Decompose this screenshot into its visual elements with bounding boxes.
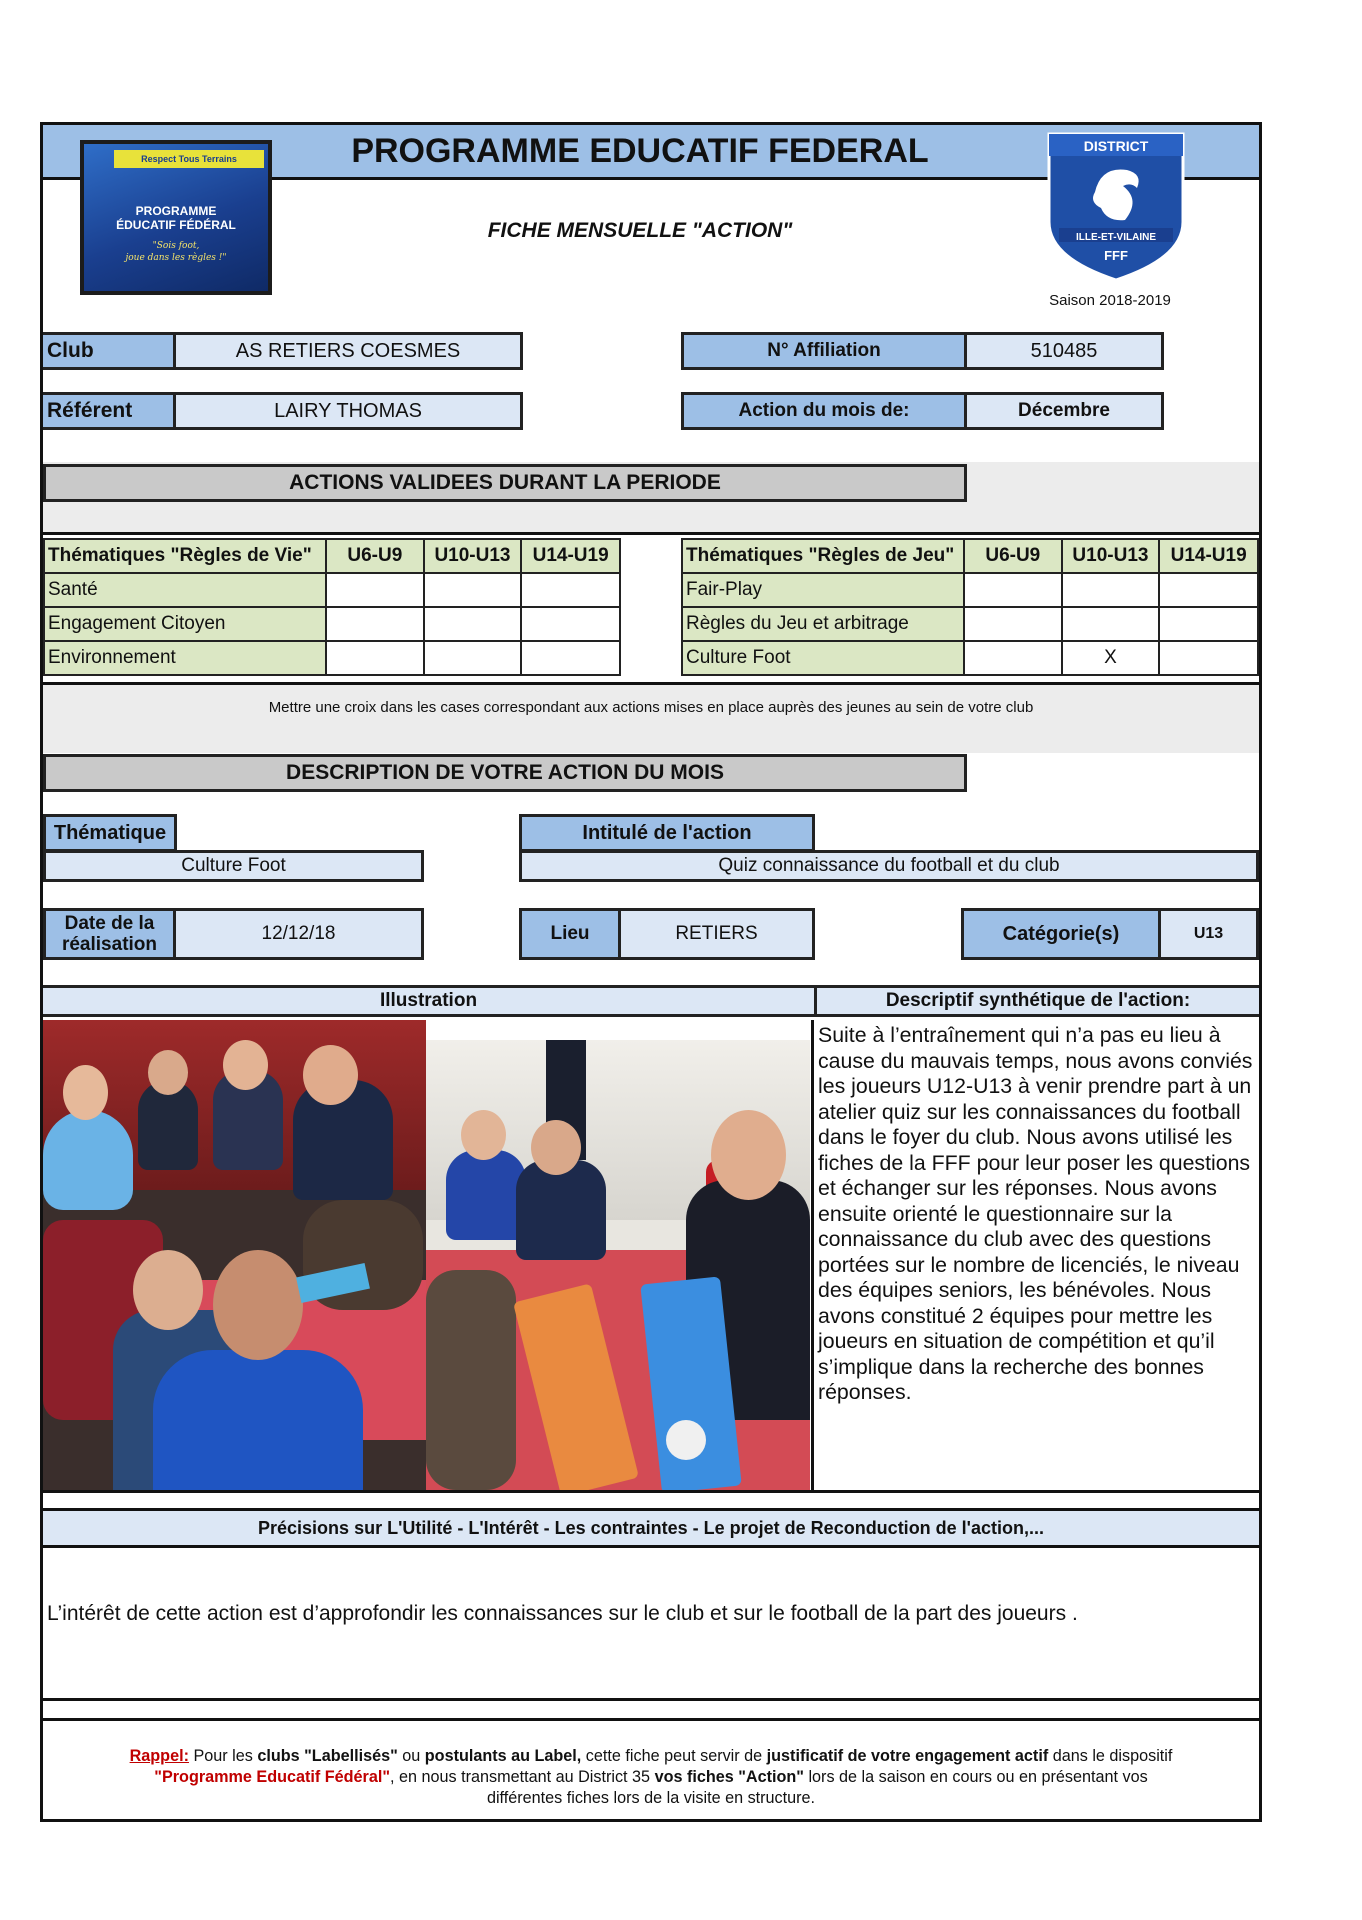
- rappel-text: différentes fiches lors de la visite en structure.: [486, 1789, 816, 1807]
- club-value: AS RETIERS COESMES: [173, 332, 523, 370]
- jeu-checkbox[interactable]: X: [1062, 641, 1160, 675]
- table-regles-jeu: [681, 538, 1259, 676]
- date-label-line-2: réalisation: [61, 934, 158, 955]
- date-label: [43, 908, 176, 960]
- intitule-label: Intitulé de l'action: [519, 814, 815, 852]
- vie-checkbox[interactable]: [521, 607, 620, 641]
- categorie-label: Catégorie(s): [961, 908, 1161, 960]
- jeu-row-label: Règles du Jeu et arbitrage: [682, 607, 964, 641]
- district-logo-name: ILLE-ET-VILAINE: [1076, 232, 1156, 243]
- description-section-title: DESCRIPTION DE VOTRE ACTION DU MOIS: [43, 754, 967, 792]
- affiliation-label: N° Affiliation: [681, 332, 967, 370]
- district-logo-fff: FFF: [1104, 248, 1128, 263]
- rappel-text: vos fiches "Action": [654, 1768, 804, 1786]
- instruction-text: Mettre une croix dans les cases correspondant aux actions mises en place auprès des jeunes au sein de votre club: [268, 698, 1034, 716]
- rappel-text: ou: [397, 1747, 425, 1765]
- rappel-text: dans le dispositif: [1048, 1747, 1173, 1765]
- jeu-checkbox[interactable]: [964, 573, 1062, 607]
- vie-row-label: Santé: [44, 573, 326, 607]
- rappel-program-name: "Programme Educatif Fédéral": [154, 1768, 391, 1786]
- form-frame: [40, 122, 1262, 1822]
- rappel-text: postulants au Label,: [424, 1747, 582, 1765]
- district-logo: [1045, 130, 1187, 282]
- vie-row-label: Environnement: [44, 641, 326, 675]
- jeu-col-2: U10-U13: [1062, 539, 1160, 573]
- referent-label: Référent: [43, 392, 173, 430]
- rappel-text: Pour les: [188, 1747, 258, 1765]
- vie-col-2: U10-U13: [424, 539, 522, 573]
- jeu-checkbox[interactable]: [1062, 607, 1160, 641]
- month-label: Action du mois de:: [681, 392, 967, 430]
- vie-checkbox[interactable]: [521, 641, 620, 675]
- lieu-label: Lieu: [519, 908, 621, 960]
- photo-quiz-cards: [426, 1040, 810, 1490]
- vie-col-1: U6-U9: [326, 539, 424, 573]
- logo-line-1: PROGRAMME: [135, 204, 217, 218]
- month-value: Décembre: [964, 392, 1164, 430]
- rappel-text: cette fiche peut servir de: [581, 1747, 767, 1765]
- jeu-header: Thématiques "Règles de Jeu": [682, 539, 964, 573]
- categorie-value: U13: [1158, 908, 1259, 960]
- logo-line-2: ÉDUCATIF FÉDÉRAL: [116, 218, 236, 232]
- rappel-title: Rappel:: [129, 1747, 189, 1765]
- page-title: PROGRAMME EDUCATIF FEDERAL: [351, 131, 929, 170]
- logo-script-1: "Sois foot,: [152, 241, 200, 251]
- jeu-checkbox[interactable]: [964, 641, 1062, 675]
- jeu-row-label: Culture Foot: [682, 641, 964, 675]
- date-label-line-1: Date de la: [64, 913, 155, 934]
- jeu-checkbox[interactable]: [1159, 573, 1258, 607]
- vie-checkbox[interactable]: [521, 573, 620, 607]
- intitule-value: Quiz connaissance du football et du club: [519, 850, 1259, 882]
- vie-checkbox[interactable]: [326, 607, 424, 641]
- vie-col-3: U14-U19: [521, 539, 620, 573]
- logo-banner: Respect Tous Terrains: [114, 150, 264, 168]
- affiliation-value: 510485: [964, 332, 1164, 370]
- rappel-text: , en nous transmettant au District 35: [390, 1768, 655, 1786]
- logo-script-2: joue dans les règles !": [125, 253, 227, 263]
- jeu-checkbox[interactable]: [964, 607, 1062, 641]
- jeu-row-label: Fair-Play: [682, 573, 964, 607]
- jeu-col-1: U6-U9: [964, 539, 1062, 573]
- precisions-label: Précisions sur L'Utilité - L'Intérêt - Les contraintes - Le projet de Reconduction de l'action,...: [43, 1511, 1259, 1545]
- vie-checkbox[interactable]: [424, 573, 522, 607]
- descriptif-text: Suite à l’entraînement qui n’a pas eu lieu à cause du mauvais temps, nous avons conviés les joueurs U12-U13 à venir prendre part à un atelier quiz sur les connaissances du football dans le foyer du club. Nous avons utilisé les fiches de la FFF pour leur poser les questions et échanger sur les réponses. Nous avons ensuite orienté le questionnaire sur la connaissance du club avec des questions portées sur le nombre de licenciés, le niveau des équipes seniors, les bénévoles. Nous avons constitué 2 équipes pour mettre les joueurs en situation de compétition et qu’il s’implique dans la recherche des bonnes réponses.: [818, 1023, 1253, 1404]
- thematique-label: Thématique: [43, 814, 177, 852]
- jeu-checkbox[interactable]: [1159, 641, 1258, 675]
- rappel-text: lors de la saison en cours ou en présentant vos: [803, 1768, 1148, 1786]
- page-subtitle: FICHE MENSUELLE "ACTION": [487, 219, 793, 242]
- lieu-value: RETIERS: [618, 908, 815, 960]
- vie-checkbox[interactable]: [326, 641, 424, 675]
- thematique-value: Culture Foot: [43, 850, 424, 882]
- jeu-col-3: U14-U19: [1159, 539, 1258, 573]
- descriptif-label: Descriptif synthétique de l'action:: [814, 985, 1259, 1017]
- precisions-text: L’intérêt de cette action est d’approfondir les connaissances sur le club et sur le football de la part des joueurs .: [47, 1602, 1078, 1625]
- club-label: Club: [43, 332, 173, 370]
- vie-checkbox[interactable]: [424, 641, 522, 675]
- illustration-label: Illustration: [43, 985, 814, 1017]
- photo-kids-quiz-table: [43, 1020, 426, 1490]
- district-logo-top: DISTRICT: [1083, 138, 1149, 154]
- season-label: Saison 2018-2019: [1049, 292, 1171, 309]
- jeu-checkbox[interactable]: [1062, 573, 1160, 607]
- table-regles-vie: [43, 538, 621, 676]
- vie-checkbox[interactable]: [326, 573, 424, 607]
- referent-value: LAIRY THOMAS: [173, 392, 523, 430]
- vie-checkbox[interactable]: [424, 607, 522, 641]
- jeu-checkbox[interactable]: [1159, 607, 1258, 641]
- date-value: 12/12/18: [173, 908, 424, 960]
- actions-section-title: ACTIONS VALIDEES DURANT LA PERIODE: [43, 464, 967, 502]
- vie-header: Thématiques "Règles de Vie": [44, 539, 326, 573]
- rappel-text: justificatif de votre engagement actif: [766, 1747, 1049, 1765]
- vie-row-label: Engagement Citoyen: [44, 607, 326, 641]
- rappel-text: clubs "Labellisés": [257, 1747, 398, 1765]
- rappel-note: [50, 1746, 1252, 1809]
